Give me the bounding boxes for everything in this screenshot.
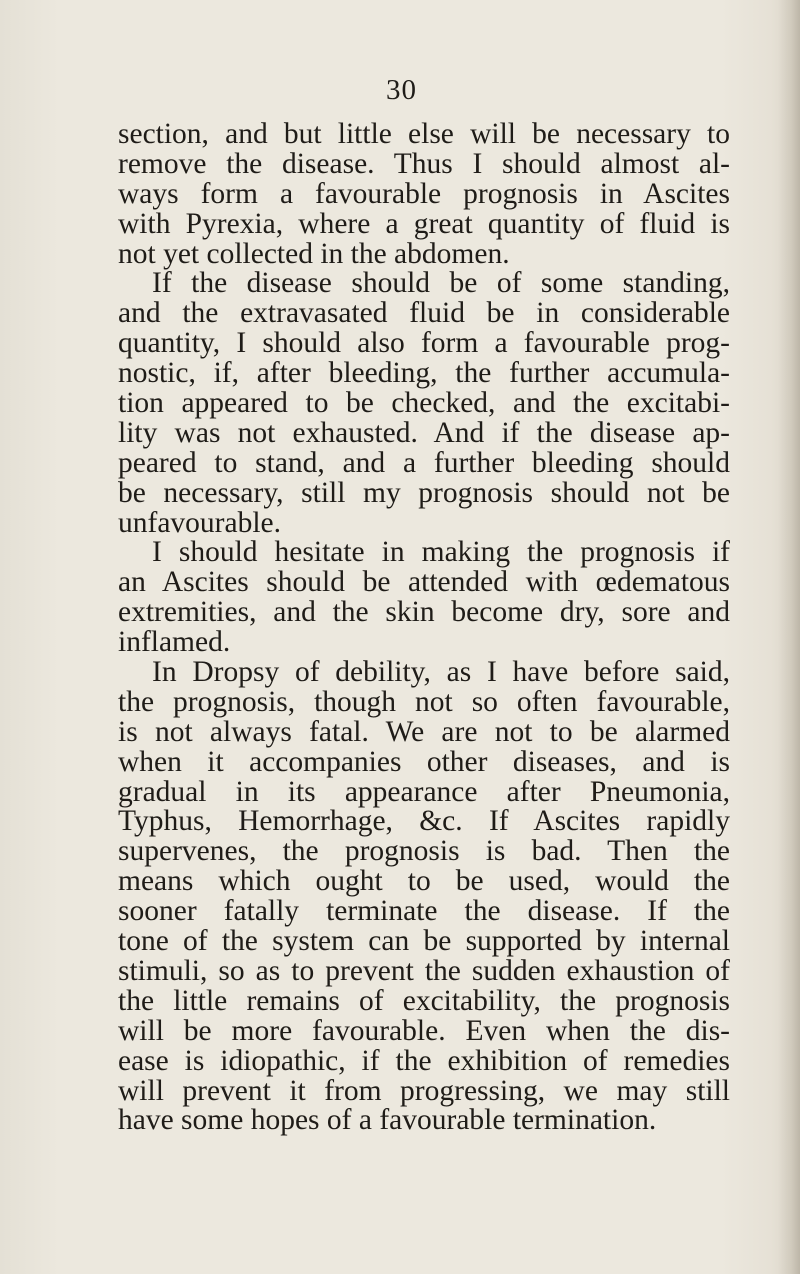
text-line: peared to stand, and a further bleeding should (118, 446, 730, 479)
text-line: will prevent it from progressing, we may still (118, 1074, 730, 1107)
text-line: sooner fatally terminate the disease. If the (118, 895, 730, 928)
text-line: supervenes, the prognosis is bad. Then the (118, 835, 730, 868)
paragraph-first-line: In Dropsy of debility, as I have before said, (152, 656, 730, 689)
text-line: have some hopes of a favourable termination. (118, 1104, 657, 1137)
text-line: quantity, I should also form a favourable prog- (118, 327, 730, 360)
text-line: section, and but little else will be necessary to (118, 118, 730, 150)
text-line: when it accompanies other diseases, and is (118, 745, 730, 778)
text-line: ease is idiopathic, if the exhibition of remedies (118, 1044, 730, 1077)
text-line: extremities, and the skin become dry, sore and (118, 596, 730, 629)
text-line: tion appeared to be checked, and the excitabi- (118, 387, 730, 420)
text-line: unfavourable. (118, 506, 281, 539)
text-line: be necessary, still my prognosis should not be (118, 476, 730, 509)
text-line: tone of the system can be supported by internal (118, 925, 730, 958)
text-line: is not always fatal. We are not to be alarmed (118, 715, 730, 748)
text-line: lity was not exhausted. And if the disease ap- (118, 416, 730, 449)
text-line: with Pyrexia, where a great quantity of fluid is (118, 207, 730, 240)
text-line: and the extravasated fluid be in considerable (118, 297, 730, 330)
text-line: not yet collected in the abdomen. (118, 237, 510, 270)
text-line: the prognosis, though not so often favourable, (118, 685, 730, 718)
text-line: ways form a favourable prognosis in Ascites (118, 177, 730, 210)
paragraph-first-line: I should hesitate in making the prognosis if (152, 536, 730, 569)
text-line: inflamed. (118, 626, 231, 659)
paragraph-first-line: If the disease should be of some standing, (152, 267, 730, 300)
text-line: remove the disease. Thus I should almost al- (118, 147, 730, 180)
text-line: will be more favourable. Even when the dis- (118, 1014, 730, 1047)
text-line: an Ascites should be attended with œdematous (118, 566, 730, 599)
text-line: means which ought to be used, would the (118, 865, 730, 898)
body-text (118, 120, 730, 1136)
text-line: Typhus, Hemorrhage, &c. If Ascites rapidly (118, 805, 730, 838)
page-edge-shadow (778, 0, 800, 1274)
page-number: 30 (386, 74, 417, 106)
text-line: nostic, if, after bleeding, the further accumula- (118, 357, 730, 390)
text-line: the little remains of excitability, the prognosis (118, 984, 730, 1017)
text-line: stimuli, so as to prevent the sudden exhaustion of (118, 954, 730, 987)
text-line: gradual in its appearance after Pneumonia, (118, 775, 730, 808)
